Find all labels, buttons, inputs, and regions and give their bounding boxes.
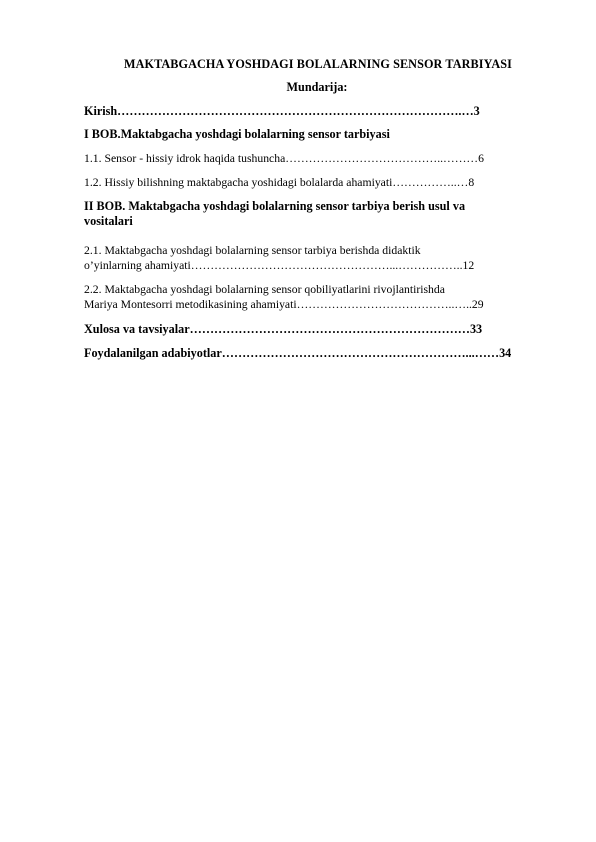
toc-entry-text: Foydalanilgan adabiyotlar……………………………………………………...……34 [84, 346, 512, 360]
toc-entry-1-1 [84, 151, 564, 166]
toc-entry-line: 2.2. Maktabgacha yoshdagi bolalarning sensor qobiliyatlarini rivojlantirishda [84, 283, 445, 296]
toc-entry-text: I BOB.Maktabgacha yoshdagi bolalarning sensor tarbiyasi [84, 127, 390, 141]
toc-entry-line: vositalari [84, 214, 133, 228]
toc-entry-2-1 [84, 243, 564, 273]
toc-entry-line: Mariya Montesorri metodikasining ahamiyati…………………………………..…..29 [84, 298, 484, 311]
toc-heading: Mundarija: [286, 80, 348, 94]
toc-entry-text: Kirish………………………………………………………………………….…3 [84, 104, 480, 118]
toc-entry-references [84, 346, 564, 361]
toc-entry-line: II BOB. Maktabgacha yoshdagi bolalarning sensor tarbiya berish usul va [84, 199, 466, 213]
toc-entry-text: Xulosa va tavsiyalar……………………………………………………………33 [84, 322, 483, 336]
toc-entry-chapter-2 [84, 199, 564, 229]
toc-entry-chapter-1 [84, 127, 564, 142]
toc-entry-conclusion [84, 322, 564, 337]
toc-entry-1-2 [84, 175, 564, 190]
toc-entry-line: 2.1. Maktabgacha yoshdagi bolalarning sensor tarbiya berishda didaktik [84, 244, 421, 257]
document-title: MAKTABGACHA YOSHDAGI BOLALARNING SENSOR TARBIYASI [124, 57, 512, 71]
toc-entry-line: o’yinlarning ahamiyati……………………………………………...……………..12 [84, 259, 475, 272]
toc-entry-text: 1.2. Hissiy bilishning maktabgacha yoshidagi bolalarda ahamiyati……………..…8 [84, 176, 475, 189]
toc-entry-2-2 [84, 282, 564, 312]
toc-entry-text: 1.1. Sensor - hissiy idrok haqida tushuncha…………………………………..………6 [84, 152, 484, 165]
toc-entry-kirish [84, 104, 564, 119]
